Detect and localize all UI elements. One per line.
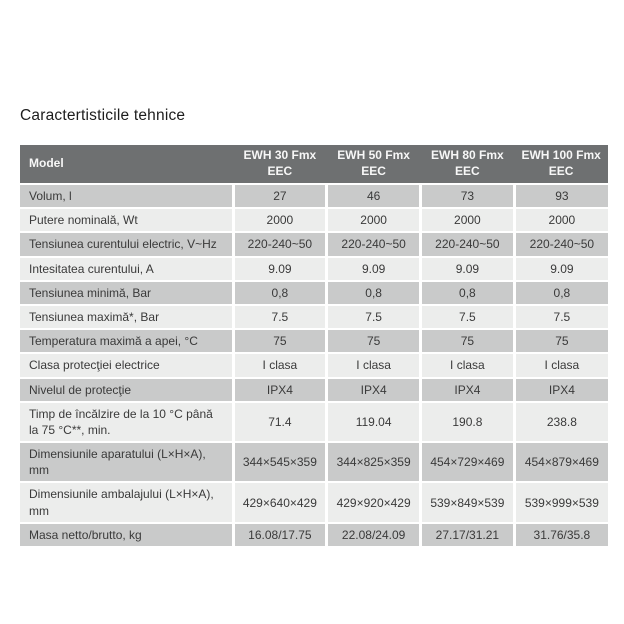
row-value: 9.09	[233, 257, 327, 281]
row-value: 0,8	[233, 281, 327, 305]
row-value: 2000	[514, 208, 608, 232]
row-value: IPX4	[514, 378, 608, 402]
table-row	[20, 257, 608, 281]
row-value: 75	[421, 329, 515, 353]
row-label: Temperatura maximă a apei, °C	[20, 329, 233, 353]
table-row	[20, 184, 608, 208]
row-value: 344×545×359	[233, 442, 327, 482]
row-value: 7.5	[233, 305, 327, 329]
table-row	[20, 281, 608, 305]
row-value: 22.08/24.09	[327, 523, 421, 546]
row-value: 429×920×429	[327, 482, 421, 522]
table-row	[20, 523, 608, 546]
table-row	[20, 442, 608, 482]
table-row	[20, 305, 608, 329]
table-row	[20, 482, 608, 522]
row-value: 7.5	[327, 305, 421, 329]
row-value: 220-240~50	[327, 232, 421, 256]
row-label: Masa netto/brutto, kg	[20, 523, 233, 546]
row-value: 0,8	[327, 281, 421, 305]
row-label: Dimensiunile aparatului (L×H×A), mm	[20, 442, 233, 482]
table-row	[20, 402, 608, 442]
row-value: 454×879×469	[514, 442, 608, 482]
row-value: 27	[233, 184, 327, 208]
row-value: 0,8	[421, 281, 515, 305]
table-row	[20, 353, 608, 377]
row-value: I clasa	[327, 353, 421, 377]
table-row	[20, 378, 608, 402]
page-title: Caractertisticile tehnice	[20, 107, 186, 124]
row-value: 539×999×539	[514, 482, 608, 522]
row-value: 9.09	[514, 257, 608, 281]
row-label: Clasa protecţiei electrice	[20, 353, 233, 377]
column-header-model: Model	[20, 145, 233, 184]
row-value: 27.17/31.21	[421, 523, 515, 546]
row-value: I clasa	[421, 353, 515, 377]
table-header-row	[20, 145, 608, 184]
row-value: 2000	[421, 208, 515, 232]
row-value: 0,8	[514, 281, 608, 305]
row-value: 75	[233, 329, 327, 353]
row-value: IPX4	[327, 378, 421, 402]
row-value: 75	[514, 329, 608, 353]
row-value: 75	[327, 329, 421, 353]
row-value: IPX4	[233, 378, 327, 402]
column-header-model-name: EWH 100 Fmx EEC	[514, 145, 608, 184]
row-value: 429×640×429	[233, 482, 327, 522]
row-label: Tensiunea maximă*, Bar	[20, 305, 233, 329]
row-value: 31.76/35.8	[514, 523, 608, 546]
table-body	[20, 184, 608, 546]
row-value: 344×825×359	[327, 442, 421, 482]
row-label: Nivelul de protecţie	[20, 378, 233, 402]
column-header-model-name: EWH 30 Fmx EEC	[233, 145, 327, 184]
row-value: 7.5	[514, 305, 608, 329]
specs-table	[20, 145, 608, 546]
row-value: 454×729×469	[421, 442, 515, 482]
row-value: 220-240~50	[421, 232, 515, 256]
row-value: 73	[421, 184, 515, 208]
table-row	[20, 329, 608, 353]
row-value: 190.8	[421, 402, 515, 442]
row-value: 119.04	[327, 402, 421, 442]
row-label: Putere nominală, Wt	[20, 208, 233, 232]
row-label: Intesitatea curentului, A	[20, 257, 233, 281]
row-label: Tensiunea minimă, Bar	[20, 281, 233, 305]
row-value: 46	[327, 184, 421, 208]
table-row	[20, 208, 608, 232]
row-value: 7.5	[421, 305, 515, 329]
row-value: 93	[514, 184, 608, 208]
table-row	[20, 232, 608, 256]
row-value: IPX4	[421, 378, 515, 402]
row-value: 220-240~50	[233, 232, 327, 256]
row-label: Timp de încălzire de la 10 °C până la 75 °C**, min.	[20, 402, 233, 442]
row-value: 220-240~50	[514, 232, 608, 256]
row-value: 71.4	[233, 402, 327, 442]
row-value: 539×849×539	[421, 482, 515, 522]
column-header-model-name: EWH 80 Fmx EEC	[421, 145, 515, 184]
row-value: 2000	[327, 208, 421, 232]
row-value: 238.8	[514, 402, 608, 442]
row-value: I clasa	[233, 353, 327, 377]
row-label: Dimensiunile ambalajului (L×H×A), mm	[20, 482, 233, 522]
row-value: I clasa	[514, 353, 608, 377]
row-label: Tensiunea curentului electric, V~Hz	[20, 232, 233, 256]
column-header-model-name: EWH 50 Fmx EEC	[327, 145, 421, 184]
row-value: 9.09	[421, 257, 515, 281]
row-value: 9.09	[327, 257, 421, 281]
row-value: 16.08/17.75	[233, 523, 327, 546]
row-label: Volum, l	[20, 184, 233, 208]
row-value: 2000	[233, 208, 327, 232]
